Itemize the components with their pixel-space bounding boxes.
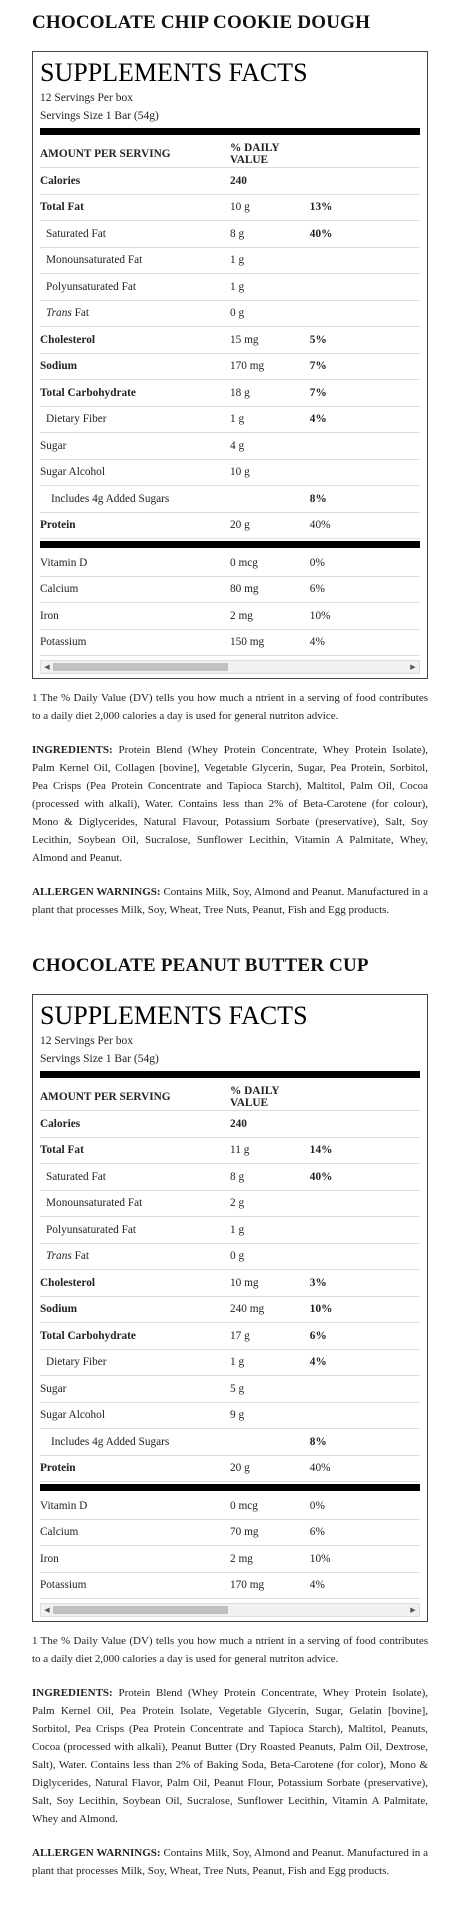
nutrient-name	[40, 168, 230, 195]
divider-bar	[40, 1484, 420, 1491]
nutrient-name-text: Saturated Fat	[46, 227, 106, 240]
nutrient-name	[40, 221, 230, 248]
nutrient-daily-value: 8%	[310, 1429, 420, 1456]
allergen-paragraph	[32, 1844, 428, 1880]
nutrient-name-text: Dietary Fiber	[46, 413, 107, 426]
nutrient-daily-value	[310, 1217, 420, 1244]
nutrient-daily-value	[310, 1402, 420, 1429]
nutrient-name-text: Protein	[40, 1462, 76, 1475]
divider-bar	[40, 128, 420, 135]
allergen-text: Contains Milk, Soy, Almond and Peanut. Manufactured in a plant that processes Milk, Soy, Wheat, Tree Nuts, Peanut, Fish and Egg products.	[32, 886, 429, 916]
ingredients-paragraph	[32, 741, 428, 867]
nutrient-row	[40, 1270, 420, 1297]
daily-value-footnote: 1 The % Daily Value (DV) tells you how much a ntrient in a serving of food contributes to a daily diet 2,000 calories a day is used for general nutriton advice.	[32, 692, 428, 722]
nutrient-name-text: Monounsaturated Fat	[46, 254, 143, 267]
allergen-paragraph	[32, 883, 428, 919]
nutrient-name	[40, 459, 230, 486]
nutrient-daily-value	[310, 1111, 420, 1138]
table-header-row	[40, 140, 420, 168]
nutrient-row	[40, 274, 420, 301]
nutrient-amount: 9 g	[230, 1402, 310, 1429]
nutrient-daily-value: 7%	[310, 353, 420, 380]
nutrient-name	[40, 1164, 230, 1191]
nutrient-daily-value: 40%	[310, 1455, 420, 1482]
nutrient-amount: 0 g	[230, 1243, 310, 1270]
nutrient-daily-value: 3%	[310, 1270, 420, 1297]
scroll-left-icon[interactable]: ◀	[44, 1606, 50, 1614]
nutrient-name-text: Includes 4g Added Sugars	[51, 1435, 170, 1448]
nutrient-row	[40, 327, 420, 354]
nutrient-name-text: Sodium	[40, 1303, 78, 1316]
vitamin-row	[40, 550, 420, 576]
nutrient-row	[40, 194, 420, 221]
nutrient-row	[40, 1349, 420, 1376]
vitamin-daily-value: 10%	[310, 1546, 420, 1573]
nutrient-row	[40, 1111, 420, 1138]
nutrient-amount: 10 g	[230, 194, 310, 221]
ingredients-text: Protein Blend (Whey Protein Concentrate, Whey Protein Isolate), Palm Kernel Oil, Pea Protein Isolate, Vegetable Glycerin, Sugar, Gelatin [bovine], Sorbitol, Pea Crisps (Pea Protein Concentrate and Tapioca Starch), Maltitol, Peanuts, Cocoa (processed with alkali), Peanut Butter (Dry Roasted Peanuts, Palm Oil, Dextrose, Salt), Water. Contains less than 2% of Baking Soda, Beta-Carotene (for color), Mono & Diglycerides, Natural Flavor, Palm Oil, Peanut Flour, Potassium Sorbate (preservative), Salt, Soy Lecithin, Soybean Oil, Sucralose, Sunflower Lecithin, Vitamin A Palmitate, Whey and Almond.	[32, 1687, 428, 1825]
nutrient-row	[40, 1243, 420, 1270]
nutrient-amount: 1 g	[230, 1217, 310, 1244]
nutrient-row	[40, 1376, 420, 1403]
nutrient-name-text: Sugar	[40, 439, 67, 452]
ingredients-label: INGREDIENTS:	[32, 744, 113, 756]
nutrient-row	[40, 512, 420, 539]
nutrient-name	[40, 1323, 230, 1350]
nutrient-name	[40, 327, 230, 354]
vitamin-row	[40, 603, 420, 630]
horizontal-scrollbar[interactable]	[40, 1603, 420, 1617]
nutrient-name	[40, 406, 230, 433]
vitamin-name: Calcium	[40, 576, 230, 603]
nutrient-daily-value: 4%	[310, 406, 420, 433]
nutrient-amount: 10 g	[230, 459, 310, 486]
nutrient-row	[40, 1323, 420, 1350]
vitamin-daily-value: 6%	[310, 1519, 420, 1546]
vitamin-amount: 170 mg	[230, 1572, 310, 1599]
nutrient-amount: 0 g	[230, 300, 310, 327]
nutrient-daily-value: 40%	[310, 221, 420, 248]
nutrient-row	[40, 433, 420, 460]
nutrient-daily-value	[310, 274, 420, 301]
vitamin-name: Potassium	[40, 629, 230, 656]
nutrient-daily-value: 7%	[310, 380, 420, 407]
vitamin-row	[40, 1519, 420, 1546]
nutrient-row	[40, 1429, 420, 1456]
nutrient-row	[40, 1164, 420, 1191]
nutrient-name-text: Sugar Alcohol	[40, 466, 105, 479]
scroll-left-icon[interactable]: ◀	[44, 663, 50, 671]
ingredients-label: INGREDIENTS:	[32, 1687, 113, 1699]
nutrient-amount: 5 g	[230, 1376, 310, 1403]
nutrient-row	[40, 1296, 420, 1323]
nutrient-daily-value: 14%	[310, 1137, 420, 1164]
vitamin-name: Iron	[40, 1546, 230, 1573]
scroll-right-icon[interactable]: ▶	[410, 663, 416, 671]
nutrient-amount: 1 g	[230, 406, 310, 433]
header-daily-value: % DAILY VALUE	[230, 140, 310, 168]
nutrient-name-text: Cholesterol	[40, 333, 96, 346]
scroll-right-icon[interactable]: ▶	[410, 1606, 416, 1614]
nutrient-name	[40, 1376, 230, 1403]
header-blank	[310, 140, 420, 168]
vitamin-row	[40, 1546, 420, 1573]
nutrient-name-text: Cholesterol	[40, 1276, 96, 1289]
header-amount: AMOUNT PER SERVING	[40, 1083, 230, 1111]
nutrient-daily-value	[310, 247, 420, 274]
nutrient-amount: 8 g	[230, 221, 310, 248]
vitamin-amount: 0 mcg	[230, 550, 310, 576]
vitamin-name: Potassium	[40, 1572, 230, 1599]
ingredients-paragraph	[32, 1684, 428, 1828]
nutrient-name-text: Calories	[40, 1117, 81, 1130]
nutrient-amount: 20 g	[230, 1455, 310, 1482]
daily-value-footnote: 1 The % Daily Value (DV) tells you how much a ntrient in a serving of food contributes to a daily diet 2,000 calories a day is used for general nutriton advice.	[32, 1635, 428, 1665]
nutrient-amount: 11 g	[230, 1137, 310, 1164]
nutrient-name-text: Fat	[71, 1250, 90, 1263]
nutrient-name-text: Polyunsaturated Fat	[46, 280, 137, 293]
nutrient-name-text: Saturated Fat	[46, 1170, 106, 1183]
nutrient-name-text: Sugar	[40, 1382, 67, 1395]
allergen-label: ALLERGEN WARNINGS:	[32, 1847, 161, 1859]
nutrient-daily-value	[310, 459, 420, 486]
supplement-facts-panel	[32, 51, 428, 679]
product-section	[32, 12, 428, 919]
nutrient-name-text: Polyunsaturated Fat	[46, 1223, 137, 1236]
vitamin-amount: 0 mcg	[230, 1493, 310, 1519]
servings-per-container: 12 Servings Per box	[40, 1035, 133, 1047]
serving-size: Servings Size 1 Bar (54g)	[40, 1053, 159, 1065]
header-amount: AMOUNT PER SERVING	[40, 140, 230, 168]
nutrient-row	[40, 1217, 420, 1244]
product-title: CHOCOLATE PEANUT BUTTER CUP	[32, 955, 369, 976]
nutrient-amount	[230, 486, 310, 513]
nutrient-row	[40, 1137, 420, 1164]
vitamin-daily-value: 6%	[310, 576, 420, 603]
nutrient-name-text: Protein	[40, 519, 76, 532]
nutrient-daily-value: 40%	[310, 512, 420, 539]
nutrient-name	[40, 274, 230, 301]
product-section	[32, 955, 428, 1880]
nutrient-name-text: Sugar Alcohol	[40, 1409, 105, 1422]
nutrient-name	[40, 1349, 230, 1376]
vitamin-amount: 80 mg	[230, 576, 310, 603]
nutrient-amount: 240 mg	[230, 1296, 310, 1323]
nutrient-daily-value: 5%	[310, 327, 420, 354]
nutrient-name-text: Monounsaturated Fat	[46, 1197, 143, 1210]
vitamin-row	[40, 1493, 420, 1519]
vitamin-daily-value: 10%	[310, 603, 420, 630]
nutrient-name	[40, 247, 230, 274]
table-header-row	[40, 1083, 420, 1111]
nutrient-name	[40, 486, 230, 513]
header-blank	[310, 1083, 420, 1111]
nutrient-name-italic: Trans	[46, 307, 72, 320]
allergen-text: Contains Milk, Soy, Almond and Peanut. Manufactured in a plant that processes Milk, Soy, Wheat, Tree Nuts, Peanut, Fish and Egg products.	[32, 1847, 429, 1877]
nutrient-row	[40, 380, 420, 407]
nutrient-row	[40, 486, 420, 513]
nutrient-daily-value: 13%	[310, 194, 420, 221]
vitamin-daily-value: 0%	[310, 1493, 420, 1519]
vitamin-table	[40, 550, 420, 656]
nutrient-amount: 17 g	[230, 1323, 310, 1350]
facts-title: SUPPLEMENTS FACTS	[40, 58, 308, 87]
vitamin-name: Vitamin D	[40, 1493, 230, 1519]
nutrient-name	[40, 1190, 230, 1217]
vitamin-daily-value: 0%	[310, 550, 420, 576]
nutrient-amount: 18 g	[230, 380, 310, 407]
nutrient-name-text: Calories	[40, 174, 81, 187]
nutrient-amount: 8 g	[230, 1164, 310, 1191]
nutrient-row	[40, 168, 420, 195]
nutrient-name	[40, 433, 230, 460]
nutrient-amount: 240	[230, 1111, 310, 1138]
nutrient-name-text: Includes 4g Added Sugars	[51, 492, 170, 505]
horizontal-scrollbar[interactable]	[40, 660, 420, 674]
nutrient-name	[40, 1455, 230, 1482]
nutrient-amount: 4 g	[230, 433, 310, 460]
nutrient-daily-value	[310, 433, 420, 460]
nutrient-row	[40, 247, 420, 274]
divider-bar	[40, 1071, 420, 1078]
nutrient-row	[40, 1402, 420, 1429]
nutrient-name-text: Dietary Fiber	[46, 1356, 107, 1369]
facts-title: SUPPLEMENTS FACTS	[40, 1001, 308, 1030]
nutrient-amount: 240	[230, 168, 310, 195]
nutrient-name-text: Total Fat	[40, 1144, 84, 1157]
nutrient-name	[40, 1296, 230, 1323]
allergen-label: ALLERGEN WARNINGS:	[32, 886, 161, 898]
nutrient-daily-value	[310, 1190, 420, 1217]
nutrient-amount: 10 mg	[230, 1270, 310, 1297]
nutrient-daily-value	[310, 300, 420, 327]
vitamin-table	[40, 1493, 420, 1599]
product-title: CHOCOLATE CHIP COOKIE DOUGH	[32, 12, 371, 33]
nutrient-daily-value: 8%	[310, 486, 420, 513]
nutrient-name	[40, 1429, 230, 1456]
nutrient-amount: 1 g	[230, 1349, 310, 1376]
vitamin-daily-value: 4%	[310, 1572, 420, 1599]
nutrient-name	[40, 1111, 230, 1138]
nutrient-name	[40, 1137, 230, 1164]
nutrient-daily-value: 40%	[310, 1164, 420, 1191]
nutrient-row	[40, 1455, 420, 1482]
scroll-thumb[interactable]	[53, 663, 228, 671]
divider-bar	[40, 541, 420, 548]
vitamin-row	[40, 576, 420, 603]
vitamin-amount: 2 mg	[230, 603, 310, 630]
vitamin-amount: 2 mg	[230, 1546, 310, 1573]
nutrient-row	[40, 459, 420, 486]
nutrient-row	[40, 1190, 420, 1217]
nutrient-row	[40, 406, 420, 433]
servings-per-container: 12 Servings Per box	[40, 92, 133, 104]
nutrient-amount: 1 g	[230, 274, 310, 301]
nutrient-amount: 2 g	[230, 1190, 310, 1217]
nutrient-name	[40, 1217, 230, 1244]
serving-size: Servings Size 1 Bar (54g)	[40, 110, 159, 122]
nutrient-name	[40, 1270, 230, 1297]
nutrient-daily-value	[310, 168, 420, 195]
nutrient-amount: 20 g	[230, 512, 310, 539]
nutrient-row	[40, 353, 420, 380]
vitamin-name: Vitamin D	[40, 550, 230, 576]
nutrient-amount: 1 g	[230, 247, 310, 274]
nutrient-name-italic: Trans	[46, 1250, 72, 1263]
nutrient-name	[40, 1243, 230, 1270]
nutrient-name	[40, 353, 230, 380]
nutrient-amount: 170 mg	[230, 353, 310, 380]
vitamin-name: Calcium	[40, 1519, 230, 1546]
nutrient-name	[40, 300, 230, 327]
nutrient-table	[40, 1083, 420, 1482]
nutrient-name-text: Total Carbohydrate	[40, 386, 136, 399]
nutrient-amount: 15 mg	[230, 327, 310, 354]
vitamin-row	[40, 1572, 420, 1599]
nutrient-name	[40, 1402, 230, 1429]
nutrient-daily-value: 6%	[310, 1323, 420, 1350]
vitamin-name: Iron	[40, 603, 230, 630]
nutrient-name-text: Total Fat	[40, 201, 84, 214]
nutrient-name	[40, 194, 230, 221]
nutrient-name-text: Total Carbohydrate	[40, 1329, 136, 1342]
nutrient-table	[40, 140, 420, 539]
nutrient-daily-value	[310, 1376, 420, 1403]
vitamin-daily-value: 4%	[310, 629, 420, 656]
nutrient-daily-value	[310, 1243, 420, 1270]
nutrient-name	[40, 380, 230, 407]
header-daily-value: % DAILY VALUE	[230, 1083, 310, 1111]
ingredients-text: Protein Blend (Whey Protein Concentrate, Whey Protein Isolate), Palm Kernel Oil, Collagen [bovine], Vegetable Glycerin, Sugar, Pea Protein, Sorbitol, Pea Crisps (Pea Protein Concentrate and Tapioca Starch), Maltitol, Palm Oil, Cocoa (processed with alkali), Water. Contains less than 2% of Beta-Carotene (for colour), Mono & Diglycerides, Natural Flavour, Potassium Sorbate (preservative), Salt, Soy Lecithin, Soybean Oil, Sucralose, Sunflower Lecithin, Vitamin A Palmitate, Whey, Almond and Peanut.	[32, 744, 428, 864]
vitamin-amount: 70 mg	[230, 1519, 310, 1546]
nutrient-row	[40, 221, 420, 248]
vitamin-amount: 150 mg	[230, 629, 310, 656]
nutrient-name-text: Fat	[71, 307, 90, 320]
nutrient-row	[40, 300, 420, 327]
supplement-facts-panel	[32, 994, 428, 1622]
vitamin-row	[40, 629, 420, 656]
nutrient-name-text: Sodium	[40, 360, 78, 373]
nutrient-amount	[230, 1429, 310, 1456]
nutrient-daily-value: 10%	[310, 1296, 420, 1323]
nutrient-name	[40, 512, 230, 539]
nutrient-daily-value: 4%	[310, 1349, 420, 1376]
scroll-thumb[interactable]	[53, 1606, 228, 1614]
